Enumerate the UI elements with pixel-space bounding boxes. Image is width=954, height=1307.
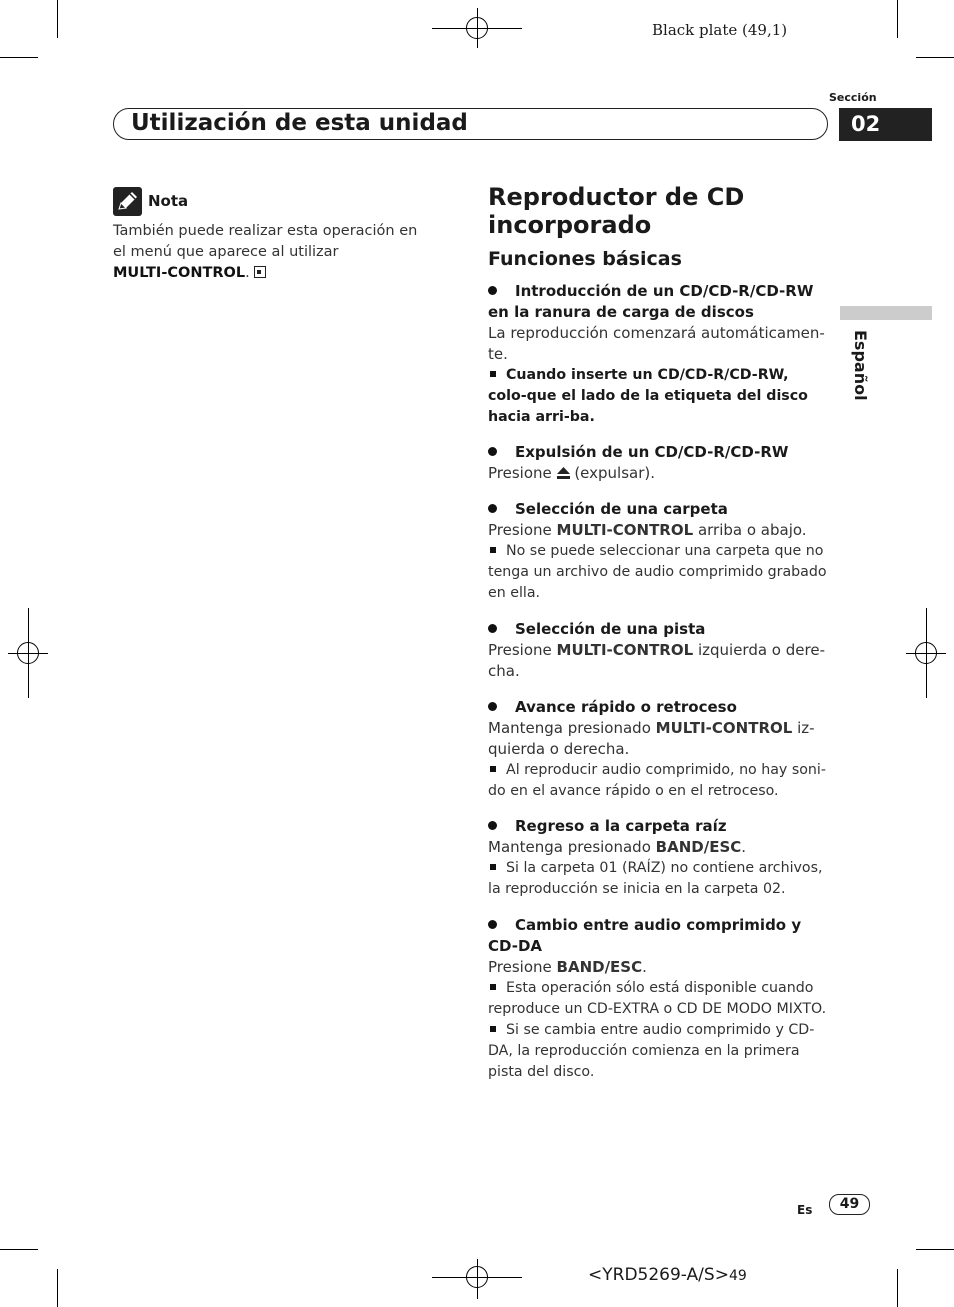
body-bold: BAND/ESC — [556, 958, 643, 976]
crop-mark — [57, 0, 58, 38]
section-root — [488, 816, 830, 900]
end-mark-icon — [254, 266, 266, 278]
heading-text: Introducción de un CD/CD-R/CD-RW en la ranura de carga de discos — [488, 282, 814, 321]
section-label: Sección — [829, 91, 877, 104]
language-code: Es — [797, 1203, 813, 1217]
note-period: . — [245, 265, 250, 281]
section-number: 02 — [839, 108, 932, 141]
section-body — [488, 520, 830, 541]
bullet-icon — [488, 920, 497, 929]
square-bullet-icon — [490, 371, 496, 377]
model-code — [588, 1265, 747, 1285]
heading-text: Expulsión de un CD/CD-R/CD-RW — [515, 443, 789, 461]
body-pre: Mantenga presionado — [488, 838, 651, 856]
section-track — [488, 619, 830, 682]
section-note — [488, 760, 830, 802]
section-heading — [488, 442, 830, 463]
section-heading — [488, 697, 830, 718]
section-note — [488, 365, 830, 428]
body-post: arriba o abajo. — [697, 521, 807, 539]
body-bold: BAND/ESC — [655, 838, 742, 856]
heading-text: Selección de una pista — [515, 620, 706, 638]
heading-text: Avance rápido o retroceso — [515, 698, 737, 716]
page-title: Reproductor de CD incorporado — [488, 183, 745, 239]
section-insert — [488, 281, 830, 428]
registration-mark — [466, 17, 488, 39]
chapter-title: Utilización de esta unidad — [131, 110, 468, 136]
heading-text: Regreso a la carpeta raíz — [515, 817, 727, 835]
crop-mark — [0, 57, 38, 58]
section-body — [488, 718, 830, 760]
model-page: 49 — [728, 1268, 747, 1284]
language-tab-label: Español — [851, 330, 870, 401]
body-post: (expulsar). — [574, 464, 655, 482]
page-subtitle: Funciones básicas — [488, 248, 682, 270]
body-pre: Presione — [488, 958, 552, 976]
crop-mark — [897, 1269, 898, 1307]
language-tab — [842, 330, 872, 410]
bullet-icon — [488, 447, 497, 456]
body-pre: Presione — [488, 521, 552, 539]
body-bold: MULTI-CONTROL — [556, 521, 694, 539]
registration-mark — [915, 642, 937, 664]
note-text — [113, 221, 433, 284]
body-pre: Presione — [488, 464, 552, 482]
plate-label: Black plate (49,1) — [652, 21, 788, 39]
section-ffwd — [488, 697, 830, 802]
note-bold: MULTI-CONTROL — [113, 265, 246, 281]
section-note — [488, 858, 830, 900]
body-pre: Mantenga presionado — [488, 719, 651, 737]
body-post: iz-quierda o derecha. — [488, 719, 815, 758]
body-bold: MULTI-CONTROL — [655, 719, 793, 737]
note-text: Esta operación sólo está disponible cuando reproduce un CD-EXTRA o CD DE MODO MIXTO. — [488, 980, 827, 1017]
crop-mark — [897, 0, 898, 38]
section-heading — [488, 281, 830, 323]
bullet-icon — [488, 286, 497, 295]
registration-mark — [17, 642, 39, 664]
body-post: . — [642, 958, 647, 976]
model-name: <YRD5269-A/S> — [588, 1265, 729, 1285]
note-body: También puede realizar esta operación en el menú que aparece al utilizar — [113, 223, 418, 260]
section-body — [488, 957, 830, 978]
section-heading — [488, 816, 830, 837]
square-bullet-icon — [490, 547, 496, 553]
crop-mark — [916, 1249, 954, 1250]
note-text: Al reproducir audio comprimido, no hay soni-do en el avance rápido o en el retroceso. — [488, 762, 826, 799]
square-bullet-icon — [490, 1026, 496, 1032]
bullet-icon — [488, 821, 497, 830]
crop-mark — [916, 57, 954, 58]
bullet-icon — [488, 702, 497, 711]
section-note — [488, 978, 830, 1020]
language-tab-bar — [840, 306, 932, 320]
note-text: Cuando inserte un CD/CD-R/CD-RW, colo-que el lado de la etiqueta del disco hacia arri-ba. — [488, 367, 808, 425]
body-bold: MULTI-CONTROL — [556, 641, 694, 659]
note-text: No se puede seleccionar una carpeta que no tenga un archivo de audio comprimido grabado en ella. — [488, 543, 827, 601]
note-label: Nota — [148, 192, 189, 210]
section-body — [488, 463, 830, 484]
section-heading — [488, 915, 830, 957]
section-body — [488, 640, 830, 682]
section-eject — [488, 442, 830, 484]
registration-mark — [466, 1266, 488, 1288]
pencil-note-icon — [113, 187, 142, 216]
section-body — [488, 837, 830, 858]
note-text: Si se cambia entre audio comprimido y CD-DA, la reproducción comienza en la primera pista del disco. — [488, 1022, 815, 1080]
body-post: izquierda o dere-cha. — [488, 641, 825, 680]
section-cdda — [488, 915, 830, 1083]
crop-mark — [57, 1269, 58, 1307]
square-bullet-icon — [490, 984, 496, 990]
body-post: . — [741, 838, 747, 856]
eject-icon — [557, 464, 570, 482]
note-text: Si la carpeta 01 (RAÍZ) no contiene archivos, la reproducción se inicia en la carpeta 02. — [488, 860, 823, 897]
section-note — [488, 1020, 830, 1083]
heading-text: Cambio entre audio comprimido y CD-DA — [488, 916, 802, 955]
section-heading — [488, 499, 830, 520]
square-bullet-icon — [490, 864, 496, 870]
section-note — [488, 541, 830, 604]
heading-text: Selección de una carpeta — [515, 500, 728, 518]
section-heading — [488, 619, 830, 640]
bullet-icon — [488, 624, 497, 633]
section-body: La reproducción comenzará automáticamen-te. — [488, 324, 825, 363]
square-bullet-icon — [490, 766, 496, 772]
crop-mark — [0, 1249, 38, 1250]
section-folder — [488, 499, 830, 604]
body-pre: Presione — [488, 641, 552, 659]
page-number: 49 — [829, 1194, 870, 1215]
bullet-icon — [488, 504, 497, 513]
